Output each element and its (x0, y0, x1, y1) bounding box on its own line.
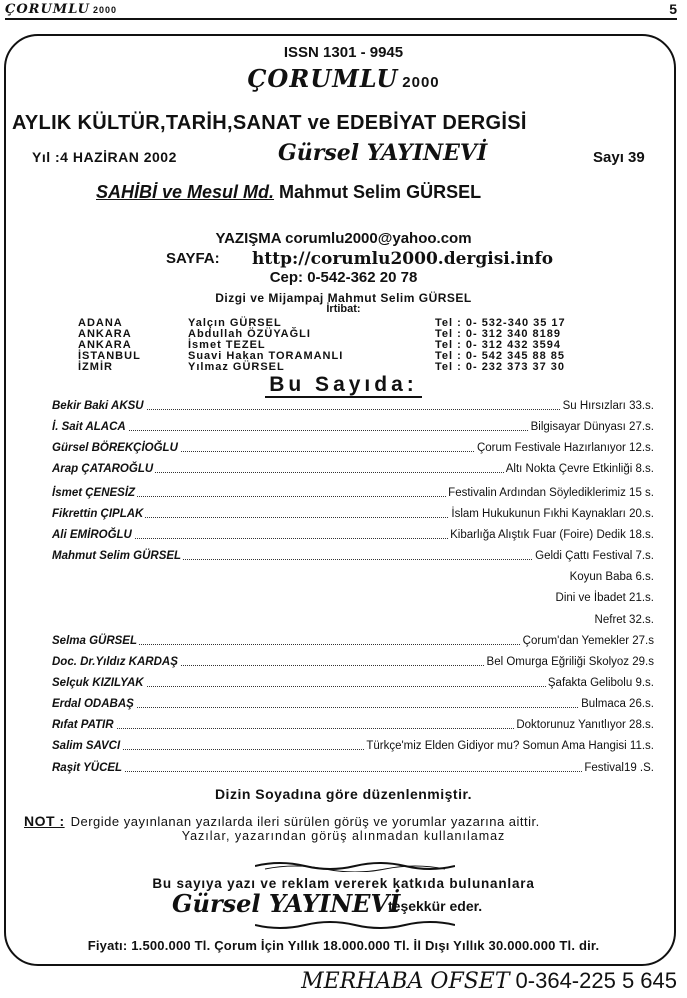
toc-title: Şafakta Gelibolu 9.s. (547, 677, 654, 689)
rep-tel: Tel : 0- 312 340 8189 (435, 328, 561, 340)
rep-tel: Tel : 0- 542 345 88 85 (435, 350, 566, 362)
contact-heading: İrtibat: (326, 303, 361, 315)
owner-role: SAHİBİ ve Mesul Md. (96, 182, 275, 202)
toc-author: Gürsel BÖREKÇİOĞLU (52, 442, 178, 454)
ornament-divider (255, 860, 455, 872)
rep-tel: Tel : 0- 232 373 37 30 (435, 361, 566, 373)
rep-name: Yalçın GÜRSEL (188, 317, 282, 329)
leader-dots (52, 707, 654, 708)
toc-title: Altı Nokta Çevre Etkinliği 8.s. (505, 463, 654, 475)
toc-author: İ. Sait ALACA (52, 421, 126, 433)
logo-year: 2000 (402, 74, 440, 91)
toc-author: Doc. Dr.Yıldız KARDAŞ (52, 656, 178, 668)
toc-entry (52, 550, 654, 570)
thanks-tail: teşekkür eder. (388, 898, 483, 914)
issue-date: Yıl :4 HAZİRAN 2002 (32, 149, 177, 165)
toc-entry (52, 571, 654, 591)
toc-title: Çorum Festivale Hazırlanıyor 12.s. (476, 442, 654, 454)
rep-city: ANKARA (78, 339, 132, 351)
toc-entry (52, 719, 654, 739)
toc-title: Koyun Baba 6.s. (569, 571, 654, 583)
issn: ISSN 1301 - 9945 (283, 44, 404, 61)
owner-line (96, 182, 481, 203)
leader-dots (52, 771, 654, 772)
toc-title: Çorum'dan Yemekler 27.s (522, 635, 654, 647)
website-link[interactable]: http://corumlu2000.dergisi.info (252, 249, 554, 269)
toc-title: Nefret 32.s. (594, 614, 654, 626)
thanks-line: Bu sayıya yazı ve reklam vererek katkıda bulunanlara (152, 876, 535, 891)
magazine-subtitle: AYLIK KÜLTÜR,TARİH,SANAT ve EDEBİYAT DERGİSİ (12, 112, 527, 134)
toc-entry (52, 529, 654, 549)
website-label: SAYFA: (166, 250, 220, 267)
toc-entry (52, 421, 654, 441)
toc-title: Festival19 .S. (584, 762, 654, 774)
toc-title: Geldi Çattı Festival 7.s. (535, 550, 654, 562)
toc-author: Raşit YÜCEL (52, 762, 123, 774)
mobile-phone: Cep: 0-542-362 20 78 (269, 269, 418, 286)
toc-entry (52, 487, 654, 507)
rep-city: ADANA (78, 317, 123, 329)
toc-author: Mahmut Selim GÜRSEL (52, 550, 182, 562)
publisher-logo: Gürsel YAYINEVİ (278, 140, 488, 166)
toc-entry (52, 635, 654, 655)
toc-title: İslam Hukukunun Fıkhi Kaynakları 20.s. (451, 508, 654, 520)
header-rule (5, 18, 677, 20)
toc-entry (52, 740, 654, 760)
toc-heading-text: Bu Sayıda: (265, 373, 422, 398)
toc-author: Selma GÜRSEL (52, 635, 137, 647)
issue-number: Sayı 39 (593, 149, 645, 166)
magazine-logo (0, 64, 687, 93)
toc-title: Türkçe'miz Elden Gidiyor mu? Somun Ama Hangisi 11.s. (366, 740, 654, 752)
page-number: 5 (669, 1, 677, 17)
correspondence-email[interactable]: YAZIŞMA corumlu2000@yahoo.com (215, 230, 472, 247)
toc-author: İsmet ÇENESİZ (52, 487, 136, 499)
typesetting-credit: Dizgi ve Mijampaj Mahmut Selim GÜRSEL (215, 291, 472, 305)
toc-title: Festivalin Ardından Söylediklerimiz 15 s. (448, 487, 654, 499)
running-header-year: 2000 (92, 5, 117, 15)
rep-name: Yılmaz GÜRSEL (188, 361, 285, 373)
toc-title: Su Hırsızları 33.s. (562, 400, 654, 412)
printer-credit (301, 968, 677, 994)
toc-author: Fikrettin ÇIPLAK (52, 508, 144, 520)
running-header-magazine: ÇORUMLU (5, 2, 90, 17)
toc-entry (52, 656, 654, 676)
toc-author: Rıfat PATIR (52, 719, 114, 731)
ornament-divider-lower (255, 919, 455, 931)
rep-tel: Tel : 0- 312 432 3594 (435, 339, 561, 351)
toc-title: Kibarlığa Alıştık Fuar (Foire) Dedik 18.s. (450, 529, 654, 541)
disclaimer-line (24, 813, 540, 829)
toc-author: Salim SAVCI (52, 740, 121, 752)
toc-entry (52, 698, 654, 718)
running-header-title (5, 2, 117, 17)
toc-entry (52, 614, 654, 634)
rep-city: İSTANBUL (78, 350, 141, 362)
rep-name: Suavi Hakan TORAMANLI (188, 350, 344, 362)
toc-entry (52, 762, 654, 782)
disclaimer-text: Dergide yayınlanan yazılarda ileri sürülen görüş ve yorumlar yazarına aittir. (70, 814, 540, 829)
rep-city: ANKARA (78, 328, 132, 340)
printer-name: MERHABA OFSET (301, 969, 510, 994)
toc-heading (0, 373, 687, 397)
rep-name: Abdullah ÖZÜYAĞLI (188, 328, 311, 340)
toc-entry (52, 400, 654, 420)
owner-name: Mahmut Selim GÜRSEL (279, 182, 482, 202)
toc-title: Bilgisayar Dünyası 27.s. (530, 421, 654, 433)
toc-entry (52, 677, 654, 697)
not-label: NOT : (24, 813, 65, 829)
index-sort-note: Dizin Soyadına göre düzenlenmiştir. (214, 786, 473, 802)
toc-entry (52, 442, 654, 462)
toc-title: Dini ve İbadet 21.s. (555, 592, 654, 604)
toc-entry (52, 592, 654, 612)
toc-author: Erdal ODABAŞ (52, 698, 134, 710)
publisher-logo-footer: Gürsel YAYINEVİ (172, 889, 401, 918)
logo-text: ÇORUMLU (247, 64, 399, 93)
toc-author: Bekir Baki AKSU (52, 400, 144, 412)
subscription-price: Fiyatı: 1.500.000 Tl. Çorum İçin Yıllık 18.000.000 Tl. İl Dışı Yıllık 30.000.000 Tl. dir. (87, 938, 600, 953)
toc-entry (52, 463, 654, 483)
toc-author: Arap ÇATAROĞLU (52, 463, 154, 475)
rep-tel: Tel : 0- 532-340 35 17 (435, 317, 566, 329)
toc-title: Doktorunuz Yanıtlıyor 28.s. (516, 719, 654, 731)
toc-author: Selçuk KIZILYAK (52, 677, 144, 689)
printer-phone: 0-364-225 5 645 (515, 968, 677, 993)
toc-title: Bel Omurga Eğriliği Skolyoz 29.s (486, 656, 654, 668)
toc-entry (52, 508, 654, 528)
rep-city: İZMİR (78, 361, 113, 373)
rep-name: İsmet TEZEL (188, 339, 266, 351)
disclaimer-line-2: Yazılar, yazarından görüş alınmadan kullanılamaz (181, 829, 506, 843)
toc-title: Bulmaca 26.s. (581, 698, 654, 710)
toc-author: Ali EMİROĞLU (52, 529, 132, 541)
